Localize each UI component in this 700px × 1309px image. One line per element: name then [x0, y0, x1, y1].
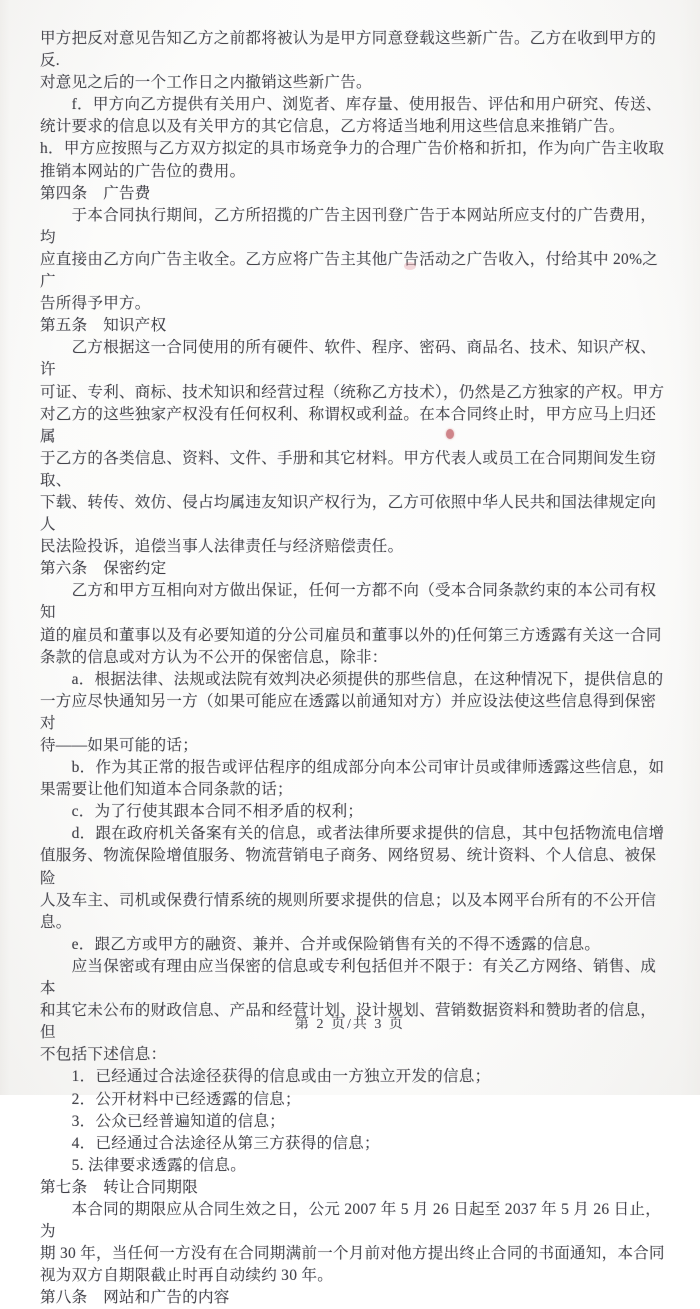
section-heading-article-6: 第六条 保密约定: [40, 560, 167, 578]
text-line: 对意见之后的一个工作日之内撤销这些新广告。: [40, 74, 372, 92]
text-line: 乙方根据这一合同使用的所有硬件、软件、程序、密码、商品名、技术、知识产权、许: [40, 339, 657, 379]
text-line: 视为双方自期限截止时再自动续约 30 年。: [40, 1267, 334, 1285]
section-heading-article-5: 第五条 知识产权: [40, 317, 167, 335]
list-item-2: 2．公开材料中已经透露的信息；: [40, 1090, 301, 1108]
text-line: c．为了行使其跟本合同不相矛盾的权利；: [40, 803, 364, 821]
text-line: 待——如果可能的话；: [40, 737, 199, 754]
list-item-4: 4．已经通过合法途径从第三方获得的信息；: [40, 1134, 380, 1152]
text-line: 民法险投诉，追偿当事人法律责任与经济赔偿责任。: [40, 538, 404, 556]
text-line: 道的雇员和董事以及有必要知道的分公司雇员和董事以外的)任何第三方透露有关这一合同: [40, 626, 662, 644]
text-line: 下载、转传、效仿、侵占均属违友知识产权行为，乙方可依照中华人民共和国法律规定向人: [40, 493, 657, 534]
text-line: b．作为其正常的报告或评估程序的组成部分向本公司审计员或律师透露这些信息，如: [40, 759, 665, 777]
text-line: 可证、专利、商标、技术知识和经营过程（统称乙方技术），仍然是乙方独家的产权。甲方: [40, 383, 665, 401]
text-line: 对乙方的这些独家产权没有任何权利、称谓权或利益。在本合同终止时，甲方应马上归还属: [40, 405, 657, 445]
text-line: 统计要求的信息以及有关甲方的其它信息，乙方将适当地利用这些信息来推销广告。: [40, 118, 625, 136]
text-line: 甲方把反对意见告知乙方之前都将被认为是甲方同意登载这些新广告。乙方在收到甲方的反.: [40, 30, 657, 70]
text-line: 一方应尽快通知另一方（如果可能应在透露以前通知对方）并应设法使这些信息得到保密对: [40, 692, 657, 732]
text-line: 于乙方的各类信息、资料、文件、手册和其它材料。甲方代表人或员工在合同期间发生窃取、: [40, 449, 657, 489]
text-line: 推销本网站的广告位的费用。: [40, 162, 246, 180]
list-item-1: 1．已经通过合法途径获得的信息或由一方独立开发的信息；: [40, 1068, 491, 1086]
text-line: 本合同的期限应从合同生效之日，公元 2007 年 5 月 26 日起至 2037 年 5 月 26 日止，为: [40, 1200, 662, 1241]
text-line: 乙方和甲方互相向对方做出保证，任何一方都不向（受本合同条款约束的本公司有权知: [40, 582, 657, 622]
text-line: 和其它未公布的财政信息、产品和经营计划、设计规划、营销数据资料和赞助者的信息，但: [40, 1002, 657, 1042]
section-heading-article-7: 第七条 转让合同期限: [40, 1178, 199, 1196]
text-line: 条款的信息或对方认为不公开的保密信息，除非：: [40, 648, 388, 666]
text-line: f．甲方向乙方提供有关用户、浏览者、库存量、使用报告、评估和用户研究、传送、: [40, 96, 662, 114]
section-heading-article-4: 第四条 广告费: [40, 184, 151, 202]
list-item-5: 5. 法律要求透露的信息。: [40, 1156, 247, 1174]
text-line: 人及车主、司机或保费行情系统的规则所要求提供的信息；以及本网平台所有的不公开信息。: [40, 891, 657, 931]
text-line: d．跟在政府机关备案有关的信息，或者法律所要求提供的信息，其中包括物流电信增: [40, 825, 665, 843]
text-line: h．甲方应按照与乙方双方拟定的具市场竞争力的合理广告价格和折扣，作为向广告主收取: [40, 140, 665, 158]
list-item-3: 3．公众已经普遍知道的信息；: [40, 1112, 286, 1130]
text-line: 不包括下述信息：: [40, 1046, 167, 1064]
text-line: 果需要让他们知道本合同条款的话；: [40, 781, 293, 799]
section-heading-article-8: 第八条 网站和广告的内容: [40, 1289, 230, 1307]
page-number-footer: 第 2 页/共 3 页: [295, 1017, 405, 1032]
document-body: [40, 28, 668, 1309]
text-line: 值服务、物流保险增值服务、物流营销电子商务、网络贸易、统计资料、个人信息、被保险: [40, 847, 657, 887]
text-line: e．跟乙方或甲方的融资、兼并、合并或保险销售有关的不得不透露的信息。: [40, 935, 601, 953]
text-line: 应直接由乙方向广告主收全。乙方应将广告主其他广告活动之广告收入，付给其中 20%之广: [40, 250, 659, 291]
text-line: 应当保密或有理由应当保密的信息或专利包括但并不限于：有关乙方网络、销售、成本: [40, 957, 657, 998]
text-line: 期 30 年，当任何一方没有在合同期满前一个月前对他方提出终止合同的书面通知，本合同: [40, 1245, 665, 1263]
text-line: a．根据法律、法规或法院有效判决必须提供的那些信息，在这种情况下，提供信息的: [40, 670, 664, 688]
text-line: 告所得予甲方。: [40, 295, 151, 313]
text-line: 于本合同执行期间，乙方所招揽的广告主因刊登广告于本网站所应支付的广告费用，均: [40, 206, 657, 246]
